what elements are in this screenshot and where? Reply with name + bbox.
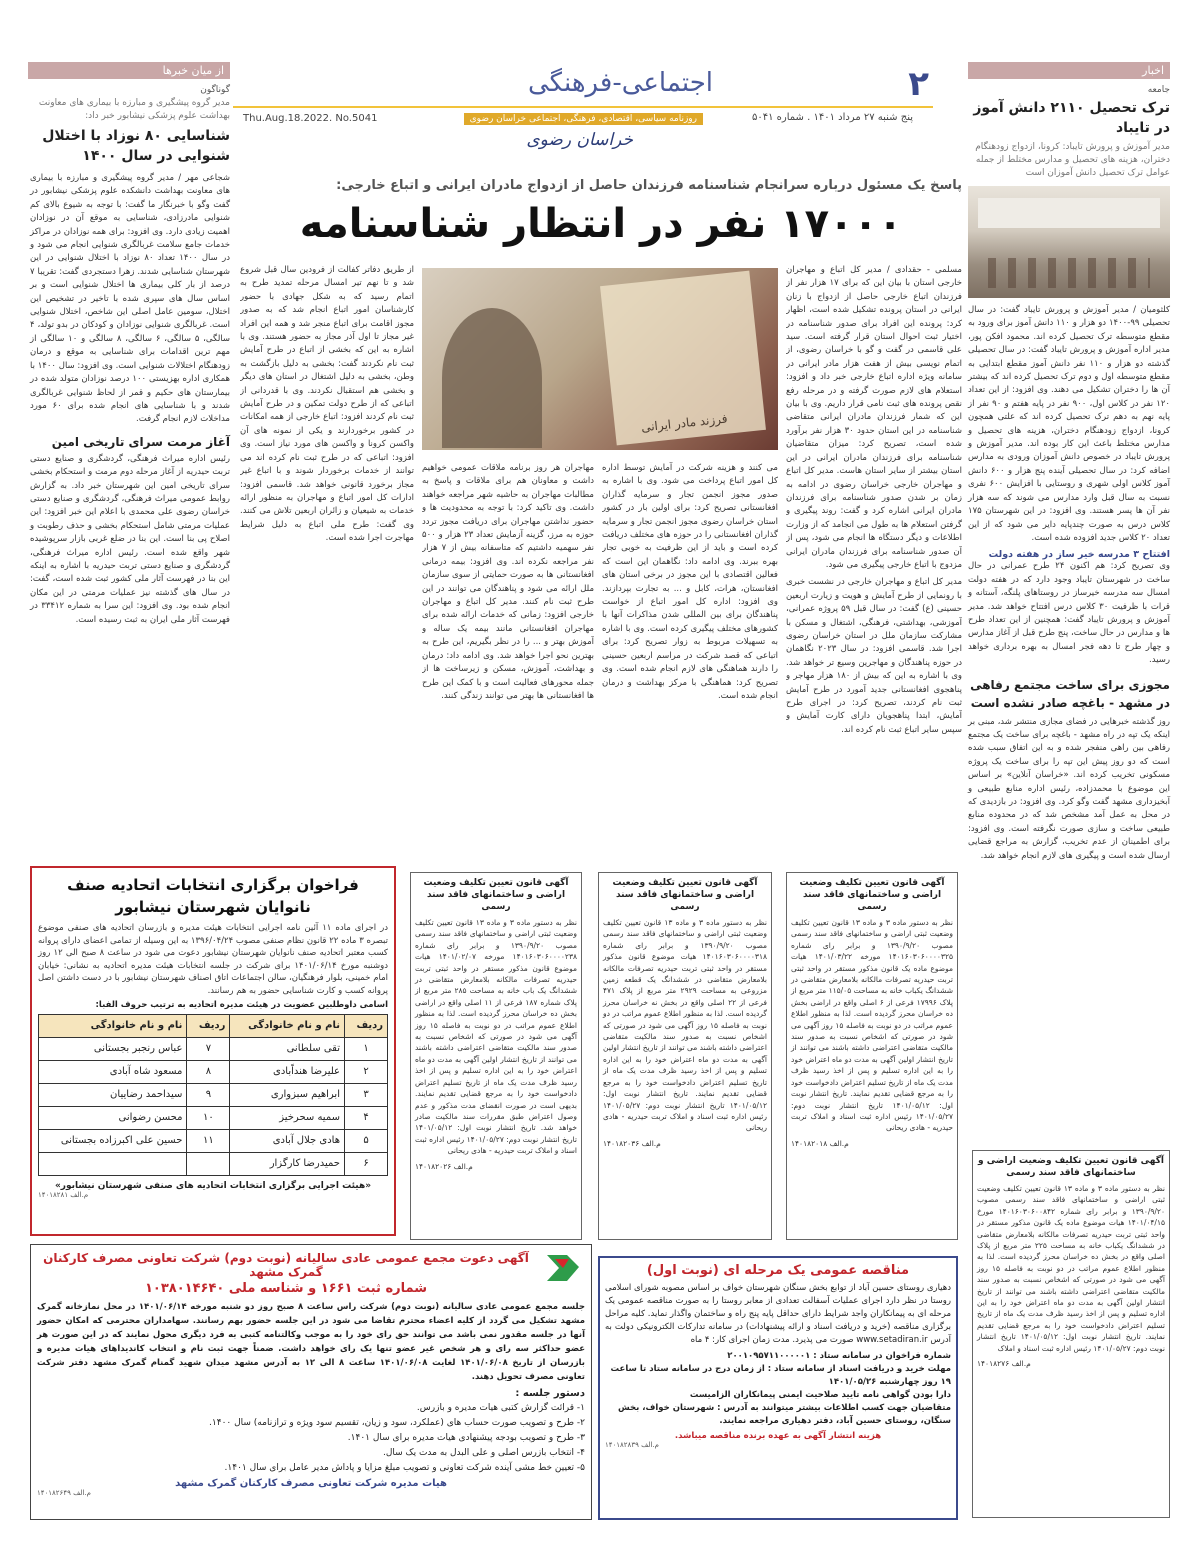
masthead-logo: خراسان رضوی (526, 130, 633, 150)
ad-ref: م.الف ۱۴۰۱۸۲۰۳۶ (603, 1138, 661, 1148)
table-cell: ۲ (345, 1060, 388, 1083)
table-header-cell: ردیف (187, 1014, 230, 1037)
table-cell: ۱۱ (187, 1129, 230, 1152)
table-cell (187, 1152, 230, 1175)
ad-table-intro: اسامی داوطلبین عضویت در هیئت مدیره اتحادیه به ترتیب حروف الفبا: (95, 999, 388, 1010)
tender-details (605, 1350, 951, 1428)
table-row (39, 1060, 388, 1083)
ad-land-right (972, 1150, 1170, 1518)
tender-line: دارا بودن گواهی نامه تایید صلاحیت ایمنی پیمانکاران الزامیست (689, 1390, 951, 1400)
table-header-row (39, 1014, 388, 1037)
ad-ref: م.الف ۱۴۰۱۸۲۸۱ (38, 1190, 89, 1199)
table-cell: ۱۰ (187, 1106, 230, 1129)
ad-title: آگهی دعوت مجمع عمومی عادی سالیانه (نوبت دوم) شرکت تعاونی مصرف کارکنان گمرک مشهد (43, 1251, 529, 1279)
ad-election (30, 866, 396, 1236)
main-column-4: از طریق دفاتر کفالت از فرودین سال قبل شروع شد و تا نهم تیر امسال مرحله تمدید طرح به اتمام رسید که به شکل جهادی با حضور کارشناسان امور اتباع انجام شد که به صدور مجوز اقامت برای اتباع منجر شد و همه این افراد غیر مجاز تا اول آذر مجاز به حضور هستند. وی با اشاره به این که بخشی از اتباع در طرح آمایش ثبت نام نکردند گفت: بخشی به دلیل بازگشت به وطن، بخشی به دلیل اشتغال در استان های دیگر و بخشی هم استقبال نکردند. وی با قدردانی از اتباعی که از طرح دولت تمکین و در طرح آمایش ثبت نام کردند افزود: اتباع خارجی از همه امکانات در کشور برخوردارند و یکی از نمونه های آن واکسن کرونا و واکسن های مورد نیاز است. وی افزود: اتباعی که در طرح ثبت نام کرده اند می توانند از خدمات برخوردار شوند و با اتباع غیر مجاز برخورد قانونی خواهد شد. قاسمی افزود: ادارات کل امور اتباع و مهاجران به منظور ارائه خدمات به شیعیان و زائران اربعین تلاش می کنند. وی گفت: طرح ملی اتباع به دلیل شرایط مهاجرت اجرا شده است. (240, 265, 414, 544)
agenda-item: ۳- طرح و تصویب بودجه پیشنهادی هیات مدیره برای سال ۱۴۰۱. (347, 1433, 585, 1443)
article-headline-2: آغاز مرمت سرای تاریخی امین (51, 434, 230, 449)
table-cell: محسن رضوانی (39, 1106, 187, 1129)
section-title: اجتماعی-فرهنگی (527, 68, 713, 98)
ad-body: نظر به دستور ماده ۳ و ماده ۱۳ قانون تعیین تکلیف وضعیت ثبتی اراضی و ساختمانهای فاقد سند رسمی مصوب ۱۳۹۰/۹/۲۰ و برابر رای شماره ۱۴۰۱۶۰۳۰۶۰۰۰۰۳۲۵ مورخه ۱۴۰۱/۰۳/۲۲ هیات موضوع ماده یک قانون مذکور مستقر در واحد ثبتی تربت حیدریه تصرفات مالکانه بلامعارض متقاضی در ششدانگ یکباب خانه به مساحت ۱۱۵/۰۵ متر مربع از پلاک ۱۷۹۹۶ فرعی از ۶ اصلی واقع در اراضی بخش ده خراسان محرز گردیده است. لذا به منظور اطلاع عموم مراتب در دو نوبت به فاصله ۱۵ روز آگهی می شود در صورتی که اشخاص نسبت به صدور سند مالکیت متقاضی اعتراضی داشته باشند می توانند از تاریخ انتشار اولین آگهی به مدت دو ماه اعتراض خود را به این اداره تسلیم و پس از اخذ رسید ظرف مدت یک ماه از تاریخ تسلیم اعتراض دادخواست خود را به مرجع قضایی تقدیم نمایند. تاریخ انتشار نوبت اول: ۱۴۰۱/۰۵/۱۲ تاریخ انتشار نوبت دوم: ۱۴۰۱/۰۵/۲۷ رئیس اداره ثبت اسناد و املاک تربت حیدریه - هادی ریحانی (791, 918, 953, 1133)
ad-body: نظر به دستور ماده ۳ و ماده ۱۳ قانون تعیین تکلیف وضعیت ثبتی اراضی و ساختمانهای فاقد سند رسمی مصوب ۱۳۹۰/۹/۲۰ و برابر رای شماره ۱۴۰۱۶۰۳۰۶۰۰۸۴۲ مورخ ۱۴۰۱/۰۴/۱۵ هیات موضوع ماده یک قانون مذکور مستقر در واحد ثبتی تربت حیدریه تصرفات مالکانه بلامعارض متقاضی در ششدانگ یکباب خانه به مساحت ۲۲۵ متر مربع از پلاک اصلی واقع در بخش ده خراسان محرز گردیده است. لذا به منظور اطلاع عموم مراتب در دو نوبت به فاصله ۱۵ روز آگهی می شود در صورتی که اشخاص نسبت به صدور سند مالکیت متقاضی اعتراضی داشته باشند می توانند از تاریخ انتشار اولین آگهی به مدت دو ماه اعتراض خود را به این اداره تسلیم و پس از اخذ رسید ظرف مدت یک ماه از تاریخ تسلیم اعتراض دادخواست خود را به مرجع قضایی تقدیم نمایند. تاریخ انتشار نوبت اول: ۱۴۰۱/۰۵/۱۲ تاریخ انتشار نوبت دوم: ۱۴۰۱/۰۵/۲۷ رئیس اداره ثبت اسناد و املاک (977, 1184, 1165, 1353)
section-bar: از میان خبرها (28, 62, 230, 79)
left-column (30, 62, 230, 832)
article-body: کلثومیان / مدیر آموزش و پرورش تایباد گفت: در سال تحصیلی ۹۹-۱۴۰۰ دو هزار و ۱۱۰ دانش آموز برای ورود به مقطع متوسطه ترک تحصیل کرده اند. محمود افکن پور، مدیر اداره آموزش و پرورش تایباد گفت: در سال تحصیلی گذشته دو هزار و ۱۱۰ نفر دانش آموز مقطع ابتدایی به مقطع متوسطه اول و دوم ترک تحصیل کرده اند که بیشتر آن ها را دختران تشکیل می دهند. وی افزود: از این تعداد ۱۲۰ نفر در کلاس اول، ۹۰۰ نفر در پایه هفتم و ۹۰ نفر از پایه نهم به دهم ترک تحصیل کرده اند که علتی همچون کرونا، ازدواج زودهنگام دختران، هزینه های تحصیل و مدارس مختلط باعث این کار بوده اند. مدیر آموزش و پرورش تایباد در خصوص دانش آموزان ورودی به مدارس اضافه کرد: در سال تحصیلی آینده پنج هزار و ۶۰۰ دانش آموز کلاس اولی شهری و روستایی با افزایش ۶۰۰ نفری نسبت به سال قبل وارد مدارس می شوند که سه هزار نفر آن ها پسر هستند. وی افزود: در این شهرستان ۱۷۵ کلاس درس به صورت چندپایه دایر می شود که از این تعداد ۲۰ کلاس جدید افزوده شده است. (968, 305, 1171, 543)
page-header (233, 60, 933, 158)
kicker: جامعه (1147, 85, 1170, 95)
classroom-photo (968, 186, 1170, 298)
agenda-list (37, 1401, 585, 1476)
tender-line: متقاضیان جهت کسب اطلاعات بیشتر میتوانند به آدرس : شهرستان خواف، بخش سنگان، روستای حسین آباد، دفتر دهیاری مراجعه نمایند. (617, 1403, 951, 1426)
ad-title: آگهی قانون تعیین تکلیف وضعیت اراضی و ساختمانهای فاقد سند رسمی (977, 1156, 1165, 1178)
ad-subtitle: شماره ثبت ۱۶۶۱ و شناسه ملی ۱۰۳۸۰۱۴۶۴۰ (145, 1281, 427, 1296)
ad-tender (598, 1256, 958, 1520)
date-line: پنج شنبه ۲۷ مرداد ۱۴۰۱ . شماره ۵۰۴۱ (751, 112, 913, 123)
table-cell: عباس رنجبر بجستانی (39, 1037, 187, 1060)
ad-body: نظر به دستور ماده ۳ و ماده ۱۳ قانون تعیین تکلیف وضعیت ثبتی اراضی و ساختمانهای فاقد سند رسمی مصوب ۱۳۹۰/۹/۲۰ و برابر رای شماره ۱۴۰۱۶۰۳۰۶۰۰۰۰۲۳۸ مورخه ۱۴۰۱/۰۲/۰۷ هیات موضوع قانون مذکور مستقر در واحد ثبتی تربت حیدریه تصرفات مالکانه بلامعارض متقاضی در ششدانگ یک باب خانه به مساحت ۲۸۵ متر مربع از پلاک شماره ۱۸۷ فرعی از ۱۱ اصلی واقع در اراضی بخش ده خراسان محرز گردیده است. لذا به منظور اطلاع عموم مراتب در دو نوبت به فاصله ۱۵ روز آگهی می شود در صورتی که اشخاص نسبت به صدور سند مالکیت متقاضی اعتراضی داشته باشند می توانند از تاریخ انتشار اولین آگهی به مدت دو ماه اعتراض خود را به این اداره تسلیم و پس از اخذ رسید ظرف مدت یک ماه از تاریخ تسلیم اعتراض دادخواست خود را به مرجع قضایی تقدیم نمایند. بدیهی است در صورت انقضای مدت مذکور و عدم وصول اعتراض طبق مقررات سند مالکیت صادر خواهد شد. تاریخ انتشار نوبت اول: ۱۴۰۱/۰۵/۱۲ تاریخ انتشار نوبت دوم: ۱۴۰۱/۰۵/۲۷ رئیس اداره ثبت اسناد و املاک تربت حیدریه - هادی ریحانی (415, 918, 578, 1156)
article-body-2: روز گذشته خبرهایی در فضای مجازی منتشر شد، مبنی بر اینکه یک تپه در راه مشهد - باغچه برای ساخت یک مجتمع رفاهی بین راهی منفجر شده و به این اتفاق سبب شده است که دو روز پیش این تپه را برای ساخت یک پروژه مسکونی تخریب کرده اند. «خراسان آنلاین» بر اساس این موضوع با محمدزاده، رئیس اداره منابع طبیعی و آبخیزداری مشهد گفت وگو کرد. وی افزود: در بازدیدی که در محل به عمل آمد مشخص شد که در محدوده منابع طبیعی ساخت و سازی صورت نگرفته است. وی افزود: برای اطمینان از عدم تخریب، گزارش به مراجع قضایی ارسال شده است و پیگیری های لازم انجام خواهد شد. (968, 716, 1170, 861)
right-column (968, 62, 1171, 861)
ad-title: آگهی قانون تعیین تکلیف وضعیت اراضی و ساختمانهای فاقد سند رسمی (799, 878, 945, 912)
table-cell: علیرضا هنداًبادی (230, 1060, 345, 1083)
article-body-2: رئیس اداره میراث فرهنگی، گردشگری و صنایع دستی تربت حیدریه از آغاز مرحله دوم مرمت و استحکام بخشی سرای تاریخی امین این شهرستان خبر داد. به گزارش روابط عمومی میراث فرهنگی، گردشگری و صنایع دستی خراسان رضوی علی محمدی با اعلام این خبر افزود: این عملیات مرمتی شامل استحکام بخشی و حذف رطوبت و اصلاح پی بنا است. این بنا در ضلع غربی بازار سرپوشیده شهر واقع شده است. رئیس اداره میراث فرهنگی، گردشگری و صنایع دستی تربت حیدریه با اشاره به اینکه این بنا در فهرست آثار ملی کشور ثبت شده است، گفت: در سال های گذشته نیز عملیات مرمتی در این مکان انجام شده بود. وی افزود: این سرا به شماره ۳۳۴۱۲ در فهرست آثار ملی ایران به ثبت رسیده است. (30, 453, 230, 625)
ad-land-3 (786, 872, 958, 1240)
article-headline: شناسایی ۸۰ نوزاد با اختلال شنوایی در سال ۱۴۰۰ (42, 128, 230, 164)
main-headline: ۱۷۰۰۰ نفر در انتظار شناسنامه (299, 201, 903, 247)
candidates-table (38, 1014, 388, 1176)
table-cell (39, 1152, 187, 1175)
ad-title: آگهی قانون تعیین تکلیف وضعیت اراضی و ساختمانهای فاقد سند رسمی (423, 878, 569, 912)
article-lead: مدیر گروه پیشگیری و مبارزه با بیماری های معاونت بهداشت علوم پزشکی نیشابور خبر داد: (38, 98, 230, 121)
header-subtitle: روزنامه سیاسی، اقتصادی، فرهنگی، اجتماعی خراسان رضوی (464, 113, 703, 125)
english-date: Thu.Aug.18.2022. No.5041 (243, 113, 378, 124)
ad-body: جلسه مجمع عمومی عادی سالیانه (نوبت دوم) شرکت راس ساعت ۸ صبح روز دو شنبه مورخه ۱۴۰۱/۰۶/۱۴ در محل نمازخانه گمرک مشهد تشکیل می گردد از کلیه اعضاء محترم تقاضا می شود در این جلسه حضور بهم رسانند. سهامداران محترمی که امکان حضور آنها در جلسه مقدور نمی باشد می توانند حق رای خود را به موجب وکالتنامه کتبی به فرد دیگری محول نمایند که در این صورت هر عضو حداکثر سه رای و هر شخص غیر عضو تنها یک رای خواهد داشت. ضمناً جهت ثبت نام و انتخاب کاندیداهای هیات مدیره و بازرسان از تاریخ ۱۴۰۱/۰۶/۰۸ لغایت ۱۴۰۱/۰۶/۰۸ ساعت ۸ الی ۱۲ به آدرس مشهد میدان شهید گمنام گمرک مشهد دفتر شرکت تعاونی مصرف تحویل دهند. (37, 1302, 585, 1382)
main-column-2: می کنند و هزینه شرکت در آمایش توسط اداره کل امور اتباع پرداخت می شود. وی با اشاره به صدور مجوز انجمن تجار و سرمایه گذاران افغانستانی تصریح کرد: برای اولین بار در کشور استان خراسان رضوی مجوز انجمن تجار و سرمایه گذاران افغانستانی را در حوزه های مختلف دریافت کرده است و باید از این ظرفیت به خوبی تجار بهره ببرند. وی ادامه داد: نگاهمان این است که فعالین اقتصادی با این مجوز در برخی استان های افغانستان، هرات، کابل و ... به تجارت بپردازند. وی افزود: اداره کل امور اتباع از خواست پناهندگان برای بین المللی شدن مذاکرات آنها با کشورهای مختلف پیگیری کرده است. وی با اشاره به تسهیلات مربوط به زوار تصریح کرد: برای اتباعی که قصد شرکت در مراسم اربعین حسینی را دارند هماهنگی های لازم انجام شده است. وی تصریح کرد: هماهنگی با مرکز بهداشت و درمان انجام شده است. (602, 463, 778, 701)
table-header-cell: نام و نام خانوادگی (230, 1014, 345, 1037)
table-cell: ۳ (345, 1083, 388, 1106)
ad-title: مناقصه عمومی یک مرحله ای (نوبت اول) (646, 1263, 910, 1278)
coop-logo-icon (543, 1251, 583, 1285)
ad-body: نظر به دستور ماده ۳ و ماده ۱۳ قانون تعیین تکلیف وضعیت ثبتی اراضی و ساختمانهای فاقد سند رسمی مصوب ۱۳۹۰/۹/۲۰ و برابر رای شماره ۱۴۰۱۶۰۳۰۶۰۰۰۰۳۱۸ هیات موضوع قانون مذکور مستقر در واحد ثبتی تربت حیدریه تصرفات مالکانه بلامعارض متقاضی در ششدانگ یک قطعه زمین مزروعی به مساحت ۲۹۲۹ متر مربع از پلاک ۴۷۱ فرعی از ۲۲ اصلی واقع در بخش نه خراسان محرز گردیده است. لذا به منظور اطلاع عموم مراتب در دو نوبت به فاصله ۱۵ روز آگهی می شود در صورتی که اشخاص نسبت به صدور سند مالکیت متقاضی اعتراضی داشته باشند می توانند از تاریخ انتشار اولین آگهی به مدت دو ماه اعتراض خود را به این اداره تسلیم و پس از اخذ رسید ظرف مدت یک ماه از تاریخ تسلیم اعتراض دادخواست خود را به مرجع قضایی تقدیم نمایند. تاریخ انتشار نوبت اول: ۱۴۰۱/۰۵/۱۲ تاریخ انتشار نوبت دوم: ۱۴۰۱/۰۵/۲۷ رئیس اداره ثبت اسناد و املاک تربت حیدریه - هادی ریحانی (603, 918, 767, 1133)
page-number: ۲ (908, 64, 929, 104)
table-cell: ابراهیم سبزواری (230, 1083, 345, 1106)
table-header-cell: نام و نام خانوادگی (39, 1014, 187, 1037)
table-header-cell: ردیف (345, 1014, 388, 1037)
main-article (240, 178, 962, 840)
main-lead: پاسخ یک مسئول درباره سرانجام شناسنامه فرزندان حاصل از ازدواج مادران ایرانی و اتباع خارجی: (336, 178, 962, 193)
table-row (39, 1037, 388, 1060)
article-headline-2: مجوزی برای ساخت مجتمع رفاهی در مشهد - باغچه صادر نشده است (970, 677, 1170, 710)
agenda-title: دستور جلسه : (515, 1388, 585, 1399)
subheading-body: وی تصریح کرد: هم اکنون ۲۴ طرح عمرانی در حال ساخت در شهرستان تایباد وجود دارد که در هفته دولت امسال سه مدرسه خیرساز در روستاهای پلنگه، آستانه و قرات با ظرفیت ۳۰ کلاس درس افتتاح خواهد شد. مدیر آموزش و پرورش تایباد گفت: همچنین از این تعداد طرح ها و مدارس در حال ساخت، پنج طرح قبل از آغاز مدارس و چهار طرح تا دهه فجر امسال به بهره برداری خواهد رسید. (968, 561, 1170, 666)
ad-ref: م.الف ۱۴۰۱۸۲۸۳۹ (605, 1441, 659, 1449)
table-row (39, 1106, 388, 1129)
agenda-item: ۲- طرح و تصویب صورت حساب های (عملکرد، سود و زیان، تقسیم سود ویژه و ترازنامه) سال ۱۴۰۰. (209, 1418, 585, 1428)
ad-ref: م.الف ۱۴۰۱۸۲۰۱۸ (791, 1138, 849, 1148)
table-cell: ۱ (345, 1037, 388, 1060)
photo-caption: فرزند مادر ایرانی (640, 411, 729, 435)
table-cell: سیداحمد رضاییان (39, 1083, 187, 1106)
table-cell: ۹ (187, 1083, 230, 1106)
ad-title: فراخوان برگزاری انتخابات اتحادیه صنف نانوایان شهرستان نیشابور (67, 876, 359, 916)
ad-body: در اجرای ماده ۱۱ آئین نامه اجرایی انتخابات هیئت مدیره و بازرسان اتحادیه های صنفی موضوع تبصره ۳ ماده ۲۲ قانون نظام صنفی مصوب ۱۳۹۶/۰۴/۲۴ به این وسیله از تمامی اعضای دارای پروانه کسب معتبر اتحادیه صنف نانوایان شهرستان نیشابور دعوت می شود در ساعت ۸ صبح الی ۱۲ روز دوشنبه مورخ ۱۴۰۱/۰۶/۱۴ برای شرکت در جلسه انتخابات هیئت مدیره اتحادیه به نشانی: خیابان امام خمینی، بلوار فرهنگیان، سالن اجتماعات اتاق اصناف شهرستان نیشابور با در دست داشتن اصل پروانه کسب و کارت شناسایی حضور به هم رسانند. (38, 923, 389, 996)
main-column-3: مهاجران هر روز برنامه ملاقات عمومی خواهیم داشت و معاونان هم برای ملاقات و پاسخ به مطالبات مهاجران به حاشیه شهر مراجعه خواهند داشت. وی تاکید کرد: با توجه به محدودیت ها و حضور نداشتن مهاجران برای دریافت مجوز تردد حوزه به مرز، گزینه آزمایش تعداد ۲۳ هزار و ۵۰۰ نفر سهمیه داشتیم که متاسفانه بیش از ۷ هزار نفر مراجعه نکرده اند. وی افزود: بیمه درمانی افغانستانی ها به صورت حمایتی از سوی سازمان ملل ارائه می شود و پناهندگان می توانند در این طرح ثبت نام کنند. مدیر کل اتباع و مهاجران خارجی افزود: زمانی که خدمات ارائه شده برای مهاجران افغانستانی مانند بیمه یک ساله و آموزش بهتر و ... را در نظر بگیریم، این طرح به بهترین نحو اجرا خواهد شد. وی ادامه داد: درمان و بهداشت، آموزش، مسکن و زیرساخت ها از جمله محورهای فعالیت است و با کمک این طرح ها افغانستانی ها بهتر می توانند زندگی کنند. (422, 463, 594, 701)
table-cell: ۷ (187, 1037, 230, 1060)
agenda-item: ۴- انتخاب بازرس اصلی و علی البدل به مدت یک سال. (382, 1448, 585, 1458)
table-cell: هادی جلال آبادی (230, 1129, 345, 1152)
ad-ref: م.الف ۱۴۰۱۸۲۷۶ (977, 1359, 1031, 1369)
agenda-item: ۱- قرائت گزارش کتبی هیات مدیره و بازرس. (416, 1403, 585, 1413)
article-body: شجاعی مهر / مدیر گروه پیشگیری و مبارزه با بیماری های معاونت بهداشت دانشکده علوم پزشکی نیشابور در گفت وگو با خبرنگار ما گفت: با توجه به شیوع بالای کم شنوایی مادرزادی، شناسایی به موقع آن در نوزادان اهمیت زیادی دارد. وی افزود: برای همه نوزادان در مراکز خدمات جامع سلامت غربالگری شنوایی انجام می شود و در سال ۱۴۰۰ تعداد ۸۰ نوزاد با اختلال شنوایی در این شهرستان شناسایی شدند. زهرا دستجردی گفت: تقریبا ۷ درصد از بار کلی بیماری ها اختلال شنوایی است و بر اساس سال های سپری شده با تاخیر در تشخیص این اختلال، سومین عامل اصلی این شاخص، اختلال شنوایی است. غربالگری شنوایی نوزادان و کودکان در بدو تولد، ۴ سالگی، ۵ سالگی، ۶ سالگی، ۸ سالگی و ۱۰ سالگی از مهم ترین اقدامات برای شناسایی به موقع و درمان زودهنگام اختلالات شنوایی است. وی افزود: سال ۱۴۰۰ با همکاری اداره بهزیستی ۱۰۰ درصد نوزادان متولد شده در بیمارستان های حکیم و قمر از لحاظ شنوایی غربالگری شدند و با شناسایی های انجام شده برای ۶۰ مورد مداخلات لازم انجام گرفت. (30, 173, 231, 425)
lead-photo (422, 268, 778, 450)
table-row (39, 1129, 388, 1152)
table-row (39, 1152, 388, 1175)
table-cell: حمیدرضا کارگزار (230, 1152, 345, 1175)
tender-line: شماره فراخوان در سامانه ستاد : ۲۰۰۱۰۹۵۷۱۱۰۰۰۰۰۱ (727, 1351, 951, 1361)
table-cell: ۴ (345, 1106, 388, 1129)
article-headline: ترک تحصیل ۲۱۱۰ دانش آموز در تایباد (973, 100, 1170, 136)
ad-sign: هیات مدیره شرکت تعاونی مصرف کارکنان گمرک مشهد (175, 1478, 447, 1489)
ad-footer: هزینه انتشار آگهی به عهده برنده مناقصه میباشد. (674, 1431, 882, 1441)
table-row (39, 1083, 388, 1106)
tender-line: مهلت خرید و دریافت اسناد از سامانه ستاد : از زمان درج در سامانه ستاد تا ساعت ۱۹ روز چهارشنبه ۱۴۰۱/۰۵/۲۶ (610, 1364, 951, 1387)
ad-ref: م.الف ۱۴۰۱۸۲۶۴۹ (37, 1489, 91, 1497)
article-lead: مدیر آموزش و پرورش تایباد: کرونا، ازدواج زودهنگام دختران، هزینه های تحصیل و مدارس مختلط از جمله عوامل ترک تحصیل دانش آموزان است (975, 142, 1170, 178)
table-cell: حسین علی اکبرزاده بجستانی (39, 1129, 187, 1152)
ad-land-2 (598, 872, 772, 1240)
table-cell: تقی سلطانی (230, 1037, 345, 1060)
ad-body: دهیاری روستای حسین آباد از توابع بخش سنگان شهرستان خواف بر اساس مصوبه شورای اسلامی روستا در نظر دارد اجرای عملیات آسفالت تعدادی از معابر روستا را به صورت مناقصه عمومی یک مرحله ای به پیمانکاران واجد شرایط دارای حداقل پایه پنج راه و ساختمان واگذار نماید. کلیه مراحل برگزاری مناقصه (خرید و دریافت اسناد و ارائه پیشنهادات) در سامانه تدارکات الکترونیکی دولت به آدرس www.setadiran.ir صورت می پذیرد. مدت زمان اجرای کار: ۴ ماه (605, 1283, 951, 1345)
table-cell: ۶ (345, 1152, 388, 1175)
ad-land-1 (410, 872, 582, 1240)
ad-title: آگهی قانون تعیین تکلیف وضعیت اراضی و ساختمانهای فاقد سند رسمی (612, 878, 758, 912)
ad-sign: «هیئت اجرایی برگزاری انتخابات اتحادیه های صنفی شهرستان نیشابور» (54, 1180, 372, 1191)
table-cell: ۵ (345, 1129, 388, 1152)
ad-ref: م.الف ۱۴۰۱۸۲۰۲۶ (415, 1161, 473, 1171)
ad-customs (30, 1244, 592, 1520)
table-cell: سمیه سحرخیز (230, 1106, 345, 1129)
table-cell: ۸ (187, 1060, 230, 1083)
kicker: گوناگون (200, 85, 230, 95)
subheading: افتتاح ۳ مدرسه خیر ساز در هفته دولت (988, 549, 1170, 561)
table-cell: مسعود شاه آبادی (39, 1060, 187, 1083)
agenda-item: ۵- تعیین خط مشی آینده شرکت تعاونی و تصویب مبلغ مزایا و پاداش مدیر عامل برای سال ۱۴۰۱. (224, 1463, 585, 1473)
main-column-1: مسلمی - حقدادی / مدیر کل اتباع و مهاجران خارجی استان با بیان این که برای ۱۷ هزار نفر از فرزندان اتباع خارجی حاصل از ازدواج با زنان ایرانی در استان پرونده تشکیل شده است، اظهار کرد: پرونده این افراد برای صدور شناسنامه در اختیار ثبت احوال استان قرار گرفته است. سید علی قاسمی در گفت و گو با خراسان رضوی، از اتمام نویسی بیش از هفت هزار مادر ایرانی در سامانه ویژه اداره اتباع خارجی خبر داد و افزود: استعلام های لازم صورت گرفته و در مرحله رفع نقص پرونده های ثبت نامی قرار داریم. وی با بیان این که شمار فرزندان مادران ایرانی متقاضی شناسنامه در این استان حدود ۳۰ هزار نفر برآورد شده است، تصریح کرد: میزان متقاضیان شناسنامه برای فرزندان مادران ایرانی در این استان بیشتر از سایر استان هاست. مدیر کل اتباع و مهاجران خارجی خراسان رضوی در ادامه به زمان بر شدن صدور شناسنامه برای فرزندان مادران ایرانی اشاره کرد و گفت: روند پیگیری و گرفتن استعلام ها به طول می انجامد که از وزارت اطلاعات و دیگر دستگاه ها انجام می شود، پس از آن صدور شناسنامه برای فرزندان مادران ایرانی مزدوج با اتباع خارجی پیگیری می شود. مدیر کل اتباع و مهاجران خارجی در نشست خبری با رونمایی از طرح آمایش و هویت و زیارت اربعین حسینی (ع) گفت: در سال قبل ۵۹ پروژه عمرانی، آموزشی، بهداشتی، فرهنگی، اشتغال و مسکن با مشارکت سازمان ملل در استان خراسان رضوی اجرا شد. قاسمی افزود: در سال ۲۰۲۳ نگاهمان در حوزه پناهندگان و مهاجرین وسیع تر خواهد شد. وی با اشاره به این که بیش از ۱۸۰ هزار مهاجر و پناهجوی افغانستانی جدید آمورد در طرح آمایش ثبت نام کردند، تصریح کرد: در اجرای طرح آمایش، ابتدا پناهجویان دارای کارت آمایش و سپس سایر اتباع ثبت نام کرده اند. (786, 265, 962, 735)
section-bar: اخبار (968, 62, 1170, 79)
